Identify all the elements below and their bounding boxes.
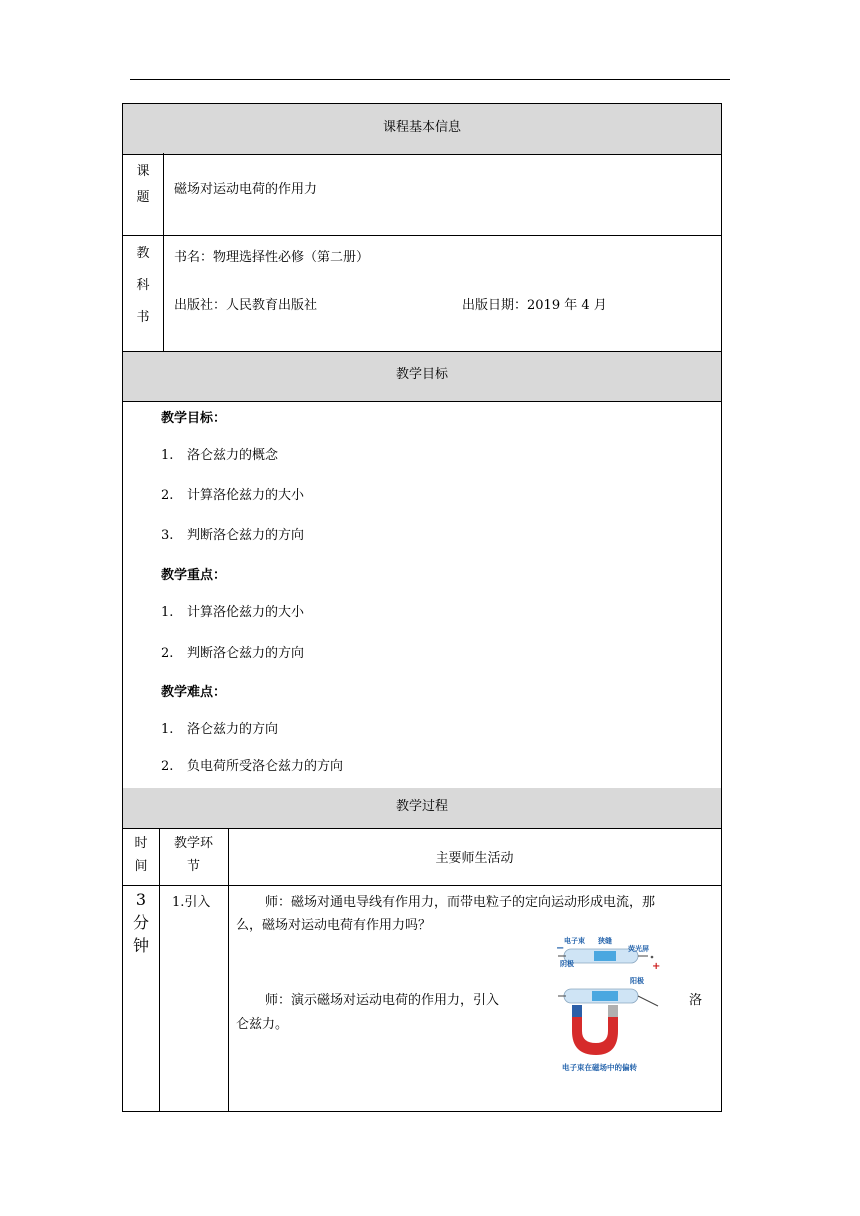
column-divider <box>228 886 229 1111</box>
topic-label: 课 题 <box>136 164 150 205</box>
para2-line2: 仑兹力。 <box>236 1017 289 1032</box>
para1-line1: 师：磁场对通电导线有作用力，而带电粒子的定向运动形成电流，那 <box>265 895 656 910</box>
difficulty-item: 1. 洛仑兹力的方向 <box>161 722 279 737</box>
label-minus: − <box>556 943 565 954</box>
label-plus: + <box>652 961 661 972</box>
topic-value: 磁场对运动电荷的作用力 <box>174 182 318 197</box>
row-stage: 1.引入 <box>172 895 211 910</box>
label-beam: 电子束 <box>564 937 585 945</box>
publisher: 出版社：人民教育出版社 <box>174 298 318 313</box>
label-screen: 荧光屏 <box>628 945 649 953</box>
cathode-ray-tube-illustration <box>548 931 668 1077</box>
col-time-header: 时 间 <box>134 836 148 874</box>
col-stage-header: 教学环 节 <box>173 836 213 874</box>
column-divider <box>163 153 164 235</box>
process-row-intro <box>122 886 722 1112</box>
process-header: 教学过程 <box>395 799 448 814</box>
electron-beam-figure <box>548 931 668 1077</box>
objectives-title: 教学目标： <box>161 411 227 426</box>
difficulties-title: 教学难点： <box>161 685 227 700</box>
row-time: 3 分 钟 <box>132 890 149 955</box>
key-point-item: 2. 判断洛仑兹力的方向 <box>161 646 305 661</box>
objective-item: 2. 计算洛伦兹力的大小 <box>161 488 305 503</box>
goals-header: 教学目标 <box>395 367 448 382</box>
textbook-row <box>122 236 722 352</box>
column-divider <box>163 236 164 351</box>
difficulty-item: 2. 负电荷所受洛仑兹力的方向 <box>161 759 344 774</box>
label-anode: 阳极 <box>630 977 644 985</box>
publish-date: 出版日期：2019 年 4 月 <box>462 298 607 313</box>
goals-body <box>122 401 722 789</box>
textbook-label: 教 科 书 <box>136 246 150 325</box>
label-slit: 狭缝 <box>598 937 612 945</box>
para1-line2: 么，磁场对运动电荷有作用力吗？ <box>236 918 432 933</box>
process-columns-row <box>122 829 722 886</box>
figure-caption: 电子束在磁场中的偏转 <box>562 1063 637 1072</box>
book-name: 书名：物理选择性必修（第二册） <box>174 250 370 265</box>
key-points-title: 教学重点： <box>161 568 227 583</box>
topic-row <box>122 153 722 236</box>
objective-item: 3. 判断洛仑兹力的方向 <box>161 528 305 543</box>
para2-line1: 师：演示磁场对运动电荷的作用力，引入 <box>265 993 500 1008</box>
course-info-header-row <box>122 103 722 155</box>
process-header-row <box>122 788 722 829</box>
para2-end: 洛 <box>689 993 703 1008</box>
label-cathode: 阴极 <box>560 960 574 968</box>
col-activity-header: 主要师生活动 <box>435 851 514 866</box>
header-rule <box>130 79 730 80</box>
course-info-header: 课程基本信息 <box>382 120 461 135</box>
column-divider <box>159 886 160 1111</box>
goals-header-row <box>122 352 722 402</box>
objective-item: 1. 洛仑兹力的概念 <box>161 448 279 463</box>
key-point-item: 1. 计算洛伦兹力的大小 <box>161 605 305 620</box>
